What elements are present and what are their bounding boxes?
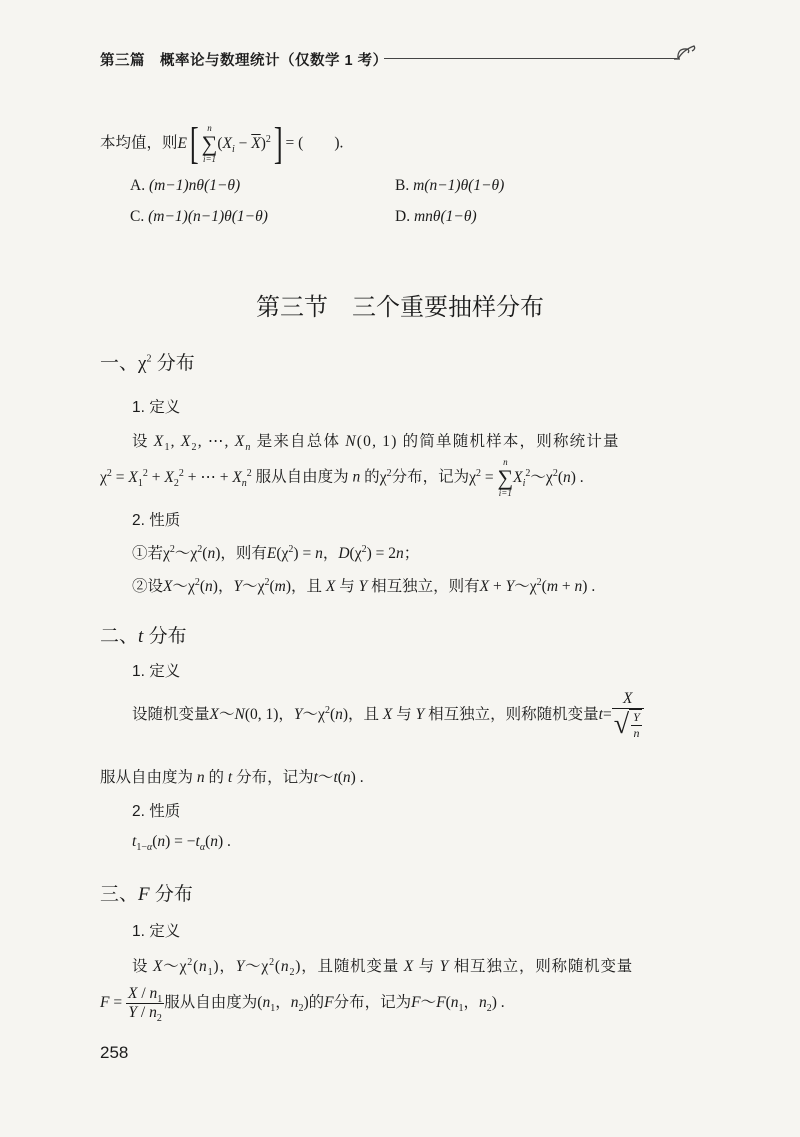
running-header: 第三篇 概率论与数理统计（仅数学 1 考） [100,53,388,69]
chi-def-line2: $\chi^2 = X_1^2 + X_2^2$ + ⋯ + $X_n^2$ 服从自由度为 n 的$\chi^2$分布，记为$\chi^2$ = n ∑ i=1 $X_i^2\sim\chi^2(n)$ . [100,457,584,498]
chi-def-line1: 设 $X_1$, $X_2$, ⋯, $X_n$ 是来自总体 N(0, 1) 的简单随机样本，则称统计量 [132,433,620,454]
stem-prefix: 本均值，则 [100,134,178,152]
header-rule [384,58,677,59]
t-def-line1: 设随机变量X～N(0, 1)，$Y\sim\chi^2(n)$，且 X 与 Y 相互独立，则称随机变量t= X √ $\frac{Y}{n}$ [132,690,644,741]
page-number: 258 [100,1043,129,1062]
question-stem: 本均值，则E[ n ∑ i=1 $(X_i - \overline{X})^2$] = ( ). [100,119,344,168]
stem-suffix: = ( ). [285,134,344,152]
t-prop-1: $t_{1-\alpha}(n) = -t_\alpha(n)$ . [132,833,231,854]
section-title: 第三节 三个重要抽样分布 [256,294,544,321]
t-prop-heading: 2. 性质 [132,803,181,820]
option-c: C. (m−1)(n−1)θ(1−θ) [130,208,268,225]
f-heading: 三、F 分布 [100,884,193,905]
f-def-heading: 1. 定义 [132,923,181,940]
t-def-heading: 1. 定义 [132,663,181,680]
f-def-line1: 设 $X\sim\chi^2(n_1)$，$Y\sim\chi^2(n_2)$，且随机变量 X 与 Y 相互独立，则称随机变量 [132,956,634,979]
option-b: B. m(n−1)θ(1−θ) [395,177,505,194]
sprout-icon [672,34,702,68]
f-def-line2: F = $\frac{X / n_1}{Y / n_2}$ 服从自由度为($n_1$，$n_2$)的F分布，记为$F\sim F(n_1$，$n_2$) . [100,985,505,1025]
chi-prop-1: ①若$\chi^2\sim\chi^2(n)$，则有$E(\chi^2) = n$，$D(\chi^2) = 2n$； [132,543,420,562]
t-heading: 二、t 分布 [100,626,187,647]
chi-prop-2: ②设$X\sim\chi^2(n)$，$Y\sim\chi^2(m)$，且 X 与 Y 相互独立，则有$X + Y\sim\chi^2(m + n)$ . [132,576,596,595]
t-def-line2: 服从自由度为 n 的 t 分布，记为t～t(n) . [100,769,364,786]
option-a: A. (m−1)nθ(1−θ) [130,177,241,194]
option-d: D. mnθ(1−θ) [395,208,477,225]
chi-def-heading: 1. 定义 [132,399,181,416]
chi-square-heading: 一、$\chi^2$ 分布 [100,353,195,374]
chi-prop-heading: 2. 性质 [132,512,181,529]
